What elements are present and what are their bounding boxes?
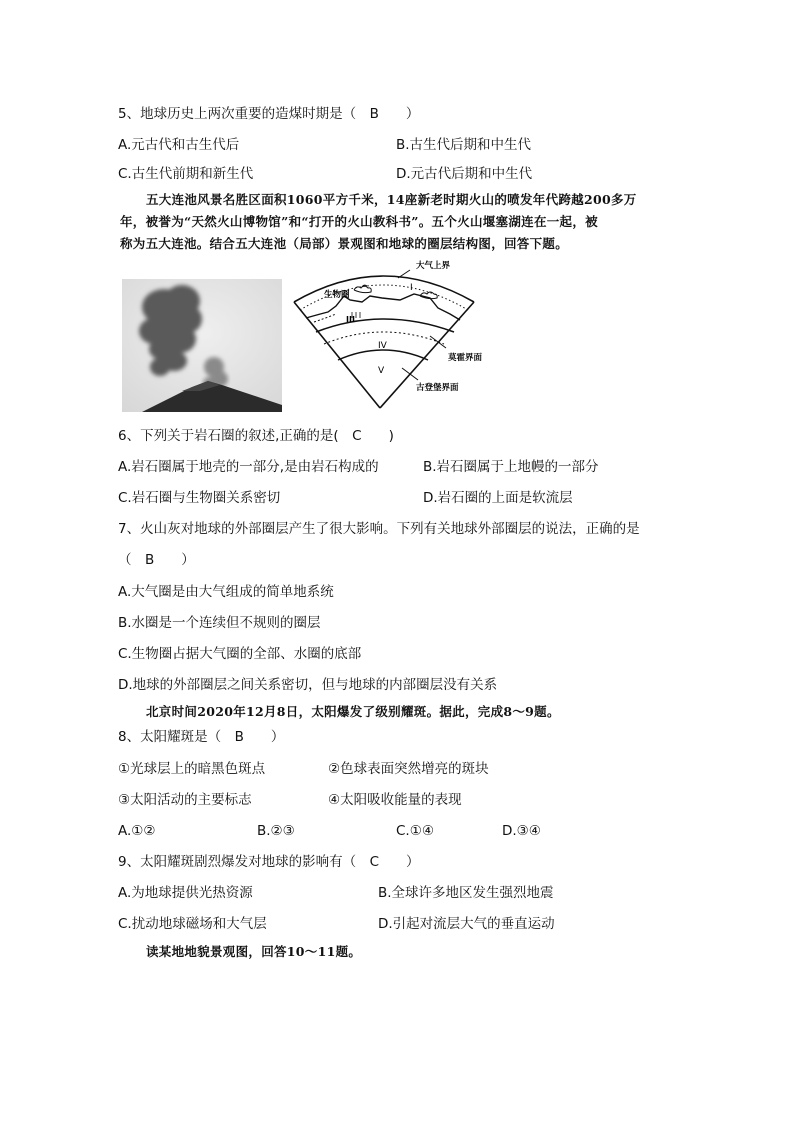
q6-option-d: D.岩石圈的上面是软流层	[423, 490, 573, 506]
q9-option-a: A.为地球提供光热资源	[118, 885, 253, 901]
q7-stem-cont: （ B ）	[118, 552, 195, 568]
passage1-line-2: 年，被誉为“天然火山博物馆”和“打开的火山教科书”。五个火山堰塞湖连在一起，被	[120, 214, 598, 229]
q7-option-d: D.地球的外部圈层之间关系密切，但与地球的内部圈层没有关系	[118, 677, 498, 693]
label-layer-1: I	[410, 283, 413, 293]
q6-option-b: B.岩石圈属于上地幔的一部分	[423, 459, 599, 475]
q6-option-a: A.岩石圈属于地壳的一部分,是由岩石构成的	[118, 459, 379, 475]
q7-option-a: A.大气圈是由大气组成的简单地系统	[118, 584, 334, 600]
q9-option-d: D.引起对流层大气的垂直运动	[378, 916, 555, 932]
label-layer-3: III	[346, 315, 355, 324]
passage1-line-3: 称为五大连池。结合五大连池（局部）景观图和地球的圈层结构图，回答下题。	[120, 236, 569, 251]
q5-option-a: A.元古代和古生代后	[118, 137, 240, 153]
q9-stem: 9、太阳耀斑剧烈爆发对地球的影响有（ C ）	[118, 854, 420, 870]
passage2: 北京时间2020年12月8日，太阳爆发了级别耀斑。据此，完成8～9题。	[146, 704, 560, 719]
label-gutenberg: 古登堡界面	[416, 383, 459, 393]
q8-item-2: ②色球表面突然增亮的斑块	[328, 761, 489, 777]
q6-stem: 6、下列关于岩石圈的叙述,正确的是( C )	[118, 428, 394, 444]
q8-item-3: ③太阳活动的主要标志	[118, 792, 252, 808]
earth-layer-diagram	[290, 256, 500, 412]
q8-option-b: B.②③	[257, 823, 295, 839]
q8-option-a: A.①②	[118, 823, 156, 839]
volcano-photo	[122, 279, 282, 412]
passage1-line-1: 五大连池风景名胜区面积1060平方千米，14座新老时期火山的喷发年代跨越200多万	[146, 192, 637, 207]
label-layer-4: IV	[378, 341, 387, 351]
q8-item-1: ①光球层上的暗黑色斑点	[118, 761, 266, 777]
q6-option-c: C.岩石圈与生物圈关系密切	[118, 490, 281, 506]
q7-option-c: C.生物圈占据大气圈的全部、水圈的底部	[118, 646, 362, 662]
label-biosphere: 生物圈	[324, 290, 350, 300]
q8-item-4: ④太阳吸收能量的表现	[328, 792, 462, 808]
label-top-boundary: 大气上界	[416, 261, 451, 271]
q7-option-b: B.水圈是一个连续但不规则的圈层	[118, 615, 321, 631]
passage3: 读某地地貌景观图，回答10～11题。	[146, 944, 362, 959]
q7-stem: 7、火山灰对地球的外部圈层产生了很大影响。下列有关地球外部圈层的说法，正确的是	[118, 521, 640, 537]
q8-option-d: D.③④	[502, 823, 541, 839]
q9-option-c: C.扰动地球磁场和大气层	[118, 916, 267, 932]
label-moho: 莫霍界面	[448, 353, 483, 363]
q9-option-b: B.全球许多地区发生强烈地震	[378, 885, 554, 901]
q5-stem: 5、地球历史上两次重要的造煤时期是（ B ）	[118, 106, 420, 122]
q8-stem: 8、太阳耀斑是（ B ）	[118, 729, 285, 745]
q5-option-b: B.古生代后期和中生代	[396, 137, 532, 153]
label-layer-5: V	[378, 366, 385, 376]
q8-option-c: C.①④	[396, 823, 434, 839]
q5-option-d: D.元古代后期和中生代	[396, 166, 533, 182]
q5-option-c: C.古生代前期和新生代	[118, 166, 254, 182]
